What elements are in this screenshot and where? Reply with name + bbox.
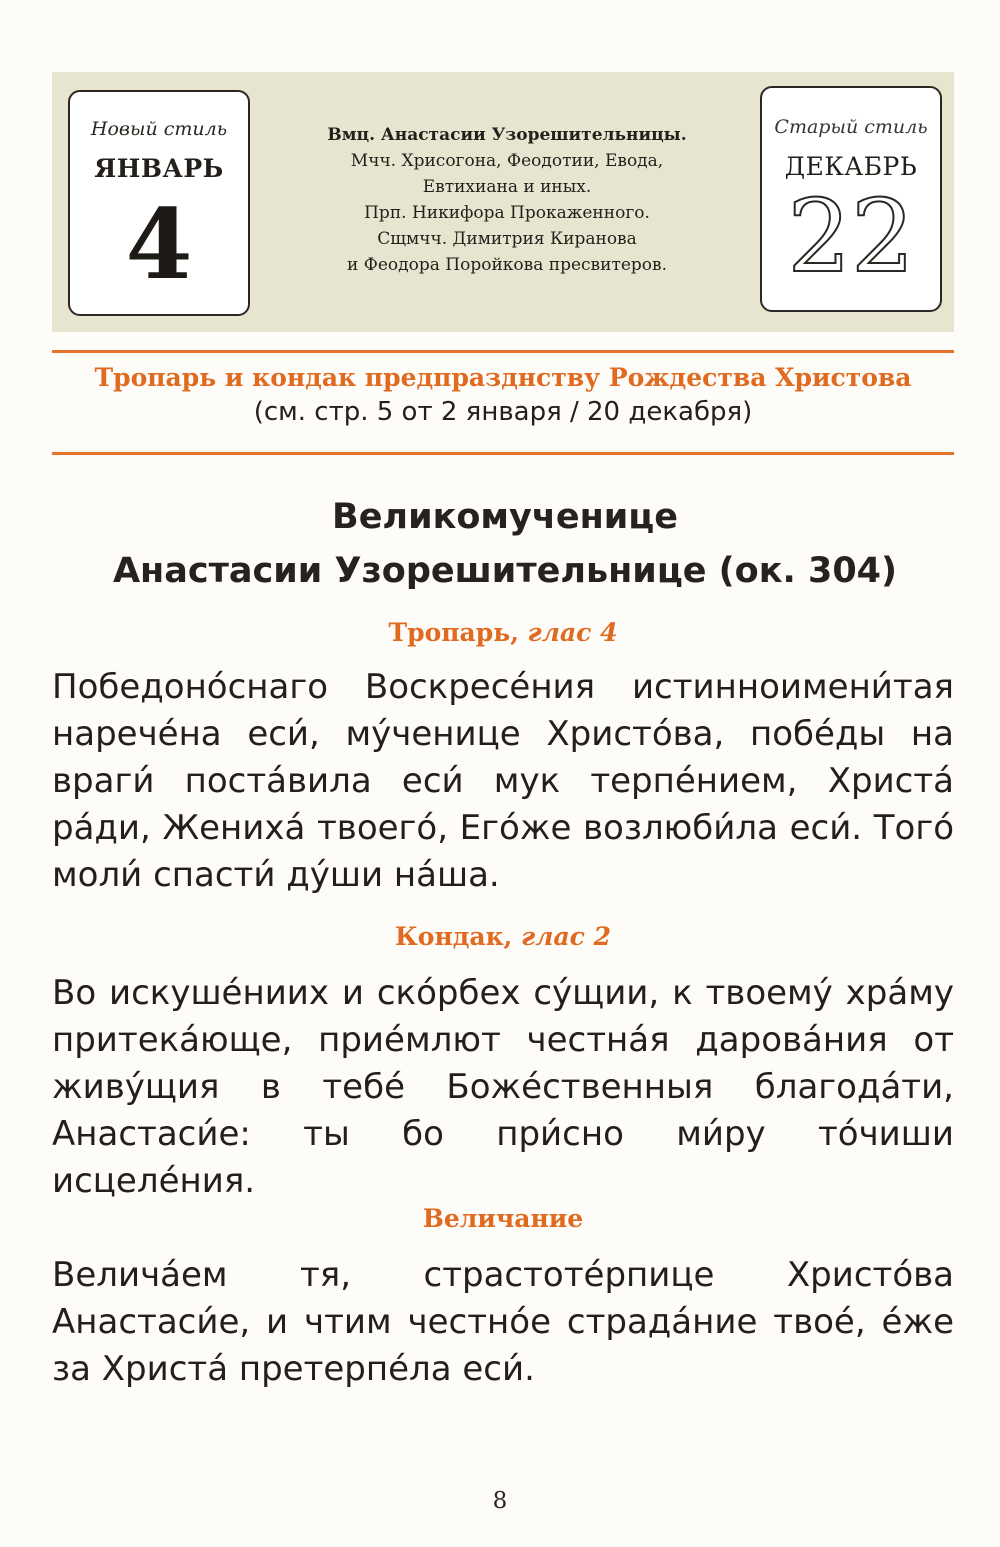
saint-heading (40, 490, 970, 598)
forefeast-reference (52, 362, 954, 430)
saint-line: Сщмчч. Димитрия Киранова (377, 229, 637, 249)
troparion-heading-label: Тропарь, (388, 618, 528, 647)
page-number: 8 (492, 1488, 508, 1514)
forefeast-page-reference: (см. стр. 5 от 2 января / 20 декабря) (253, 397, 753, 427)
saints-list (292, 122, 722, 278)
divider-top (52, 350, 954, 353)
kontakion-heading-label: Кондак, (395, 922, 522, 951)
magnification-text: Велича́ем тя, страстоте́рпице Христо́ва Анастаси́е, и чтим честно́е страда́ние твое́, е́же за Христа́ претерпе́ла еси́. (52, 1255, 954, 1389)
saint-line: и Феодора Поройкова пресвитеров. (347, 255, 667, 275)
saint-line: Евтихиана и иных. (422, 177, 592, 197)
divider-bottom (52, 452, 954, 455)
old-style-day-number: 22 (787, 185, 915, 285)
troparion-text: Победоно́снаго Воскресе́ния истинноимени́тая нарече́на еси́, му́ченице Христо́ва, побе́ды на враги́ поста́вила еси́ мук терпе́нием, Христа́ ра́ди, Жениха́ твоего́, Его́же возлюби́ла еси́. Того́ моли́ спасти́ ду́ши на́ша. (52, 667, 954, 895)
new-style-month: ЯНВАРЬ (94, 154, 224, 183)
kontakion-heading (52, 922, 954, 951)
saint-heading-line1: Великомученице (332, 497, 678, 537)
magnification-heading: Величание (422, 1204, 584, 1233)
old-style-month: ДЕКАБРЬ (784, 152, 918, 181)
new-style-label: Новый стиль (90, 118, 228, 140)
troparion-tone: глас 4 (527, 618, 618, 647)
saint-line: Прп. Никифора Прокаженного. (364, 203, 650, 223)
saint-line: Мчч. Хрисогона, Феодотии, Евода, (350, 151, 664, 171)
old-style-day (776, 185, 926, 285)
forefeast-title: Тропарь и кондак предпразднству Рождества Христова (94, 363, 912, 392)
new-style-date-box (68, 90, 250, 316)
calendar-header (52, 72, 954, 332)
kontakion-text: Во искуше́ниих и ско́рбех су́щии, к твоему́ хра́му притека́юще, прие́млют честна́я дарова́ния от живу́щия в тебе́ Боже́ственныя благода́ти, Анастаси́е: ты бо при́сно ми́ру то́чиши исцеле́ния. (52, 973, 954, 1201)
kontakion-tone: глас 2 (521, 922, 611, 951)
saint-line: Вмц. Анастасии Узорешительницы. (327, 125, 687, 145)
troparion-heading (52, 618, 954, 647)
saint-heading-line2: Анастасии Узорешительнице (ок. 304) (112, 551, 898, 591)
old-style-label: Старый стиль (774, 116, 928, 138)
old-style-date-box (760, 86, 942, 312)
new-style-day: 4 (125, 188, 193, 301)
